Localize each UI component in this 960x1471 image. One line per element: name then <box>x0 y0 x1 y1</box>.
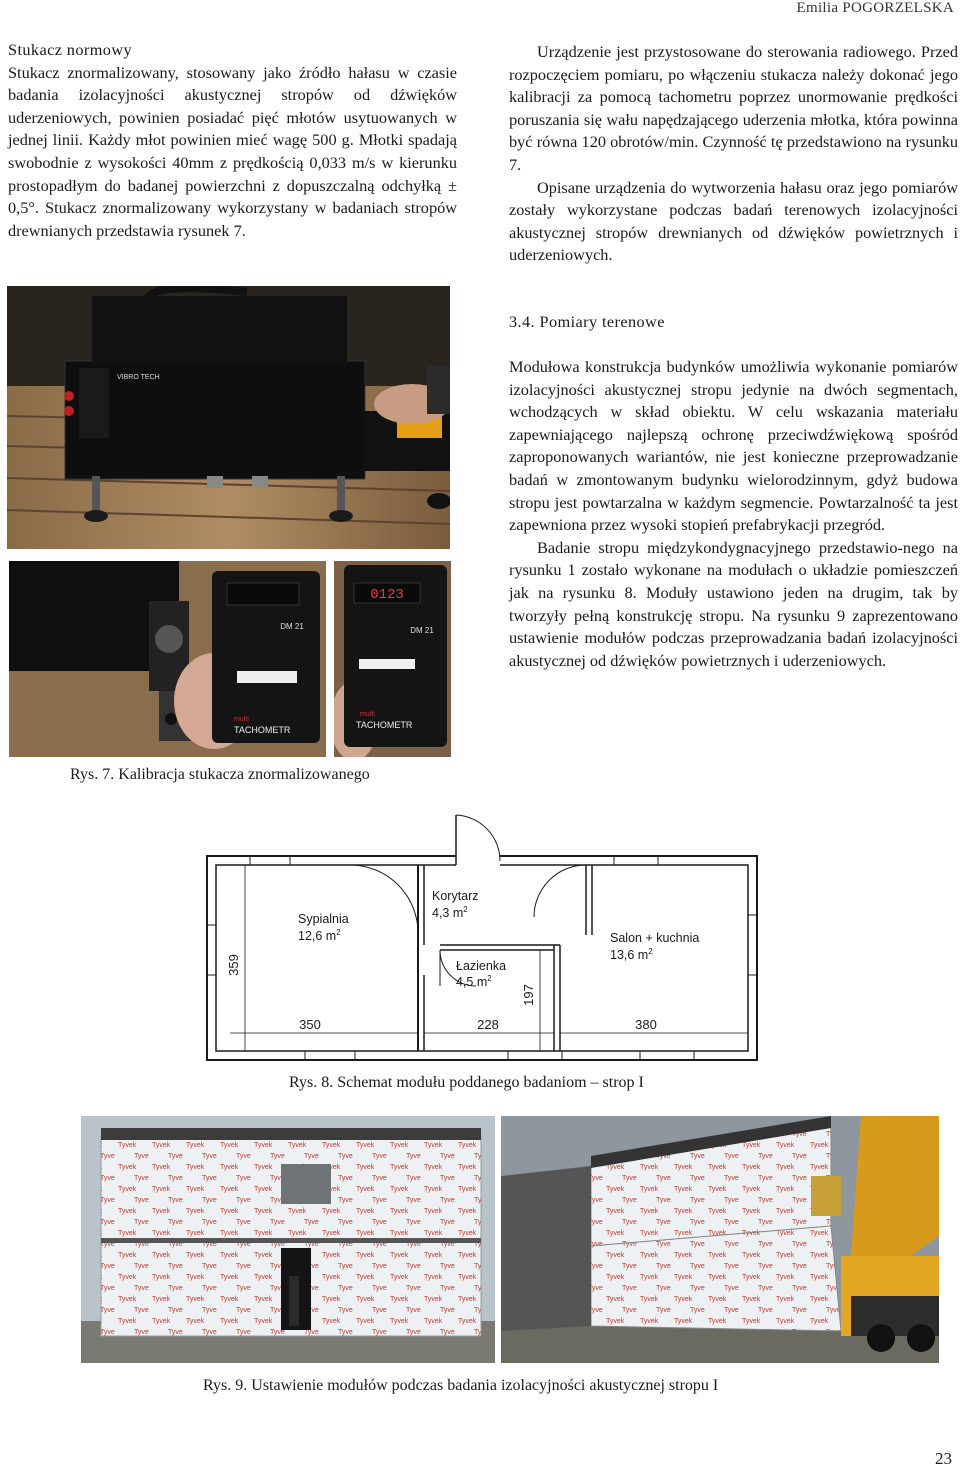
right-column-text <box>509 41 958 267</box>
figure7-photo-tachometer-left <box>9 561 326 757</box>
dim-height: 359 <box>226 954 241 976</box>
dim-bath-height: 197 <box>521 984 536 1006</box>
room-label-living-kitchen: Salon + kuchnia <box>610 931 700 945</box>
room-area-bathroom: 4,5 $m^2$ <box>456 974 492 989</box>
tachometer-right-brand-small: multi <box>360 711 375 718</box>
figure7-caption: Rys. 7. Kalibracja stukacza znormalizowanego <box>70 766 370 783</box>
dim-width-1: 350 <box>299 1017 321 1032</box>
section-number: 3.4. <box>509 312 536 331</box>
right-paragraph-1: Urządzenie jest przystosowane do sterowania radiowego. Przed rozpoczęciem pomiaru, po włączeniu stukacza należy dokonać jego kalibracji za pomocą tachometru poprzez unormowanie prędkości poruszania się wału napędzającego uderzenia młotka, która powinna być równa 120 obrotów/min. Czynność tę przedstawiono na rysunku 7. <box>509 42 958 174</box>
figure7-photo-impact-machine <box>7 286 450 549</box>
figure7-photo-tachometer-right <box>334 561 451 757</box>
right-paragraph-4: Badanie stropu międzykondygnacyjnego przedstawio-nego na rysunku 1 zostało wykonane na modułach o układzie pomieszczeń jak na rysunku 8. Moduły ustawiono jeden na drugim, tak by tworzyły pełną konstrukcję stropu. Na rysunku 9 zaprezentowano ustawienie modułów podczas przeprowadzania badań izolacyjności akustycznej od dźwięków powietrznych i uderzeniowych. <box>509 537 958 670</box>
tachometer-right-illustration <box>334 561 451 757</box>
right-column-text-2 <box>509 356 958 672</box>
figure9-photo-side <box>501 1116 939 1363</box>
tachometer-left-brand-small: multi <box>234 716 249 723</box>
page-number: 23 <box>935 1449 952 1468</box>
room-label-bedroom: Sypialnia <box>298 912 349 926</box>
room-label-corridor: Korytarz <box>432 889 479 903</box>
tachometer-left-model: DM 21 <box>280 622 304 631</box>
building-side-illustration <box>501 1116 939 1363</box>
figure8-floor-plan <box>200 805 765 1065</box>
floor-plan-drawing <box>200 805 765 1065</box>
figure9-caption: Rys. 9. Ustawienie modułów podczas badania izolacyjności akustycznej stropu I <box>203 1377 719 1394</box>
right-paragraph-3: Modułowa konstrukcja budynków umożliwia wykonanie pomiarów izolacyjności akustycznej stropu jedynie na dwóch segmentach, wchodzących w skład obiektu. W celu wskazania materiału zapewniającego najlepszą ochronę przeciwdźwiękową spośród zaproponowanych wariantów, nie jest konieczne przeprowadzanie badań w zmontowanym budynku wielorodzinnym, gdyż budowa stropu jest powtarzalna w każdym segmencie. Powtarzalność ta jest zapewniona przez wysoki stopień prefabrykacji przegród. <box>509 357 958 535</box>
room-area-corridor: 4,3 $m^2$ <box>432 905 468 920</box>
dim-width-2: 228 <box>477 1017 499 1032</box>
tachometer-right-display: 0123 <box>370 587 404 603</box>
tachometer-right-model: DM 21 <box>410 626 434 635</box>
building-front-illustration <box>81 1116 495 1363</box>
machine-brand-label: VIBRO TECH <box>117 374 160 381</box>
right-paragraph-2: Opisane urządzenia do wytworzenia hałasu oraz jego pomiarów zostały wykorzystane podczas badań terenowych izolacyjności akustycznej stropów drewnianych od dźwięków powietrznych i uderzeniowych. <box>509 177 958 265</box>
subsection-heading: Stukacz normowy <box>8 40 133 59</box>
tachometer-left-brand: TACHOMETR <box>234 725 291 735</box>
left-column-text <box>8 39 457 242</box>
room-label-bathroom: Łazienka <box>456 959 507 973</box>
figure8-caption: Rys. 8. Schemat modułu poddanego badaniom – strop I <box>289 1074 644 1091</box>
tachometer-right-brand: TACHOMETR <box>356 720 413 730</box>
running-header-author: Emilia POGORZELSKA <box>796 0 954 16</box>
impact-machine-illustration <box>7 286 450 549</box>
dim-width-3: 380 <box>635 1017 657 1032</box>
section-heading <box>509 311 665 334</box>
tachometer-left-illustration <box>9 561 326 757</box>
section-title: Pomiary terenowe <box>539 312 665 331</box>
room-area-bedroom: 12,6 $m^2$ <box>298 928 341 943</box>
left-body-paragraph: Stukacz znormalizowany, stosowany jako źródło hałasu w czasie badania izolacyjności akustycznej stropów od dźwięków uderzeniowych, powinien posiadać pięć młotów usytuowanych w jednej linii. Każdy młot powinien mieć wagę 500 g. Młotki spadają swobodnie z wysokości 40mm z prędkością 0,033 m/s w kierunku prostopadłym do badanej powierzchni z dopuszczalną odchyłką ± 0,5°. Stukacz znormalizowany wykorzystany w badaniach stropów drewnianych przedstawia rysunek 7. <box>8 62 457 240</box>
room-area-living-kitchen: 13,6 $m^2$ <box>610 947 653 962</box>
figure9-photo-front <box>81 1116 495 1363</box>
